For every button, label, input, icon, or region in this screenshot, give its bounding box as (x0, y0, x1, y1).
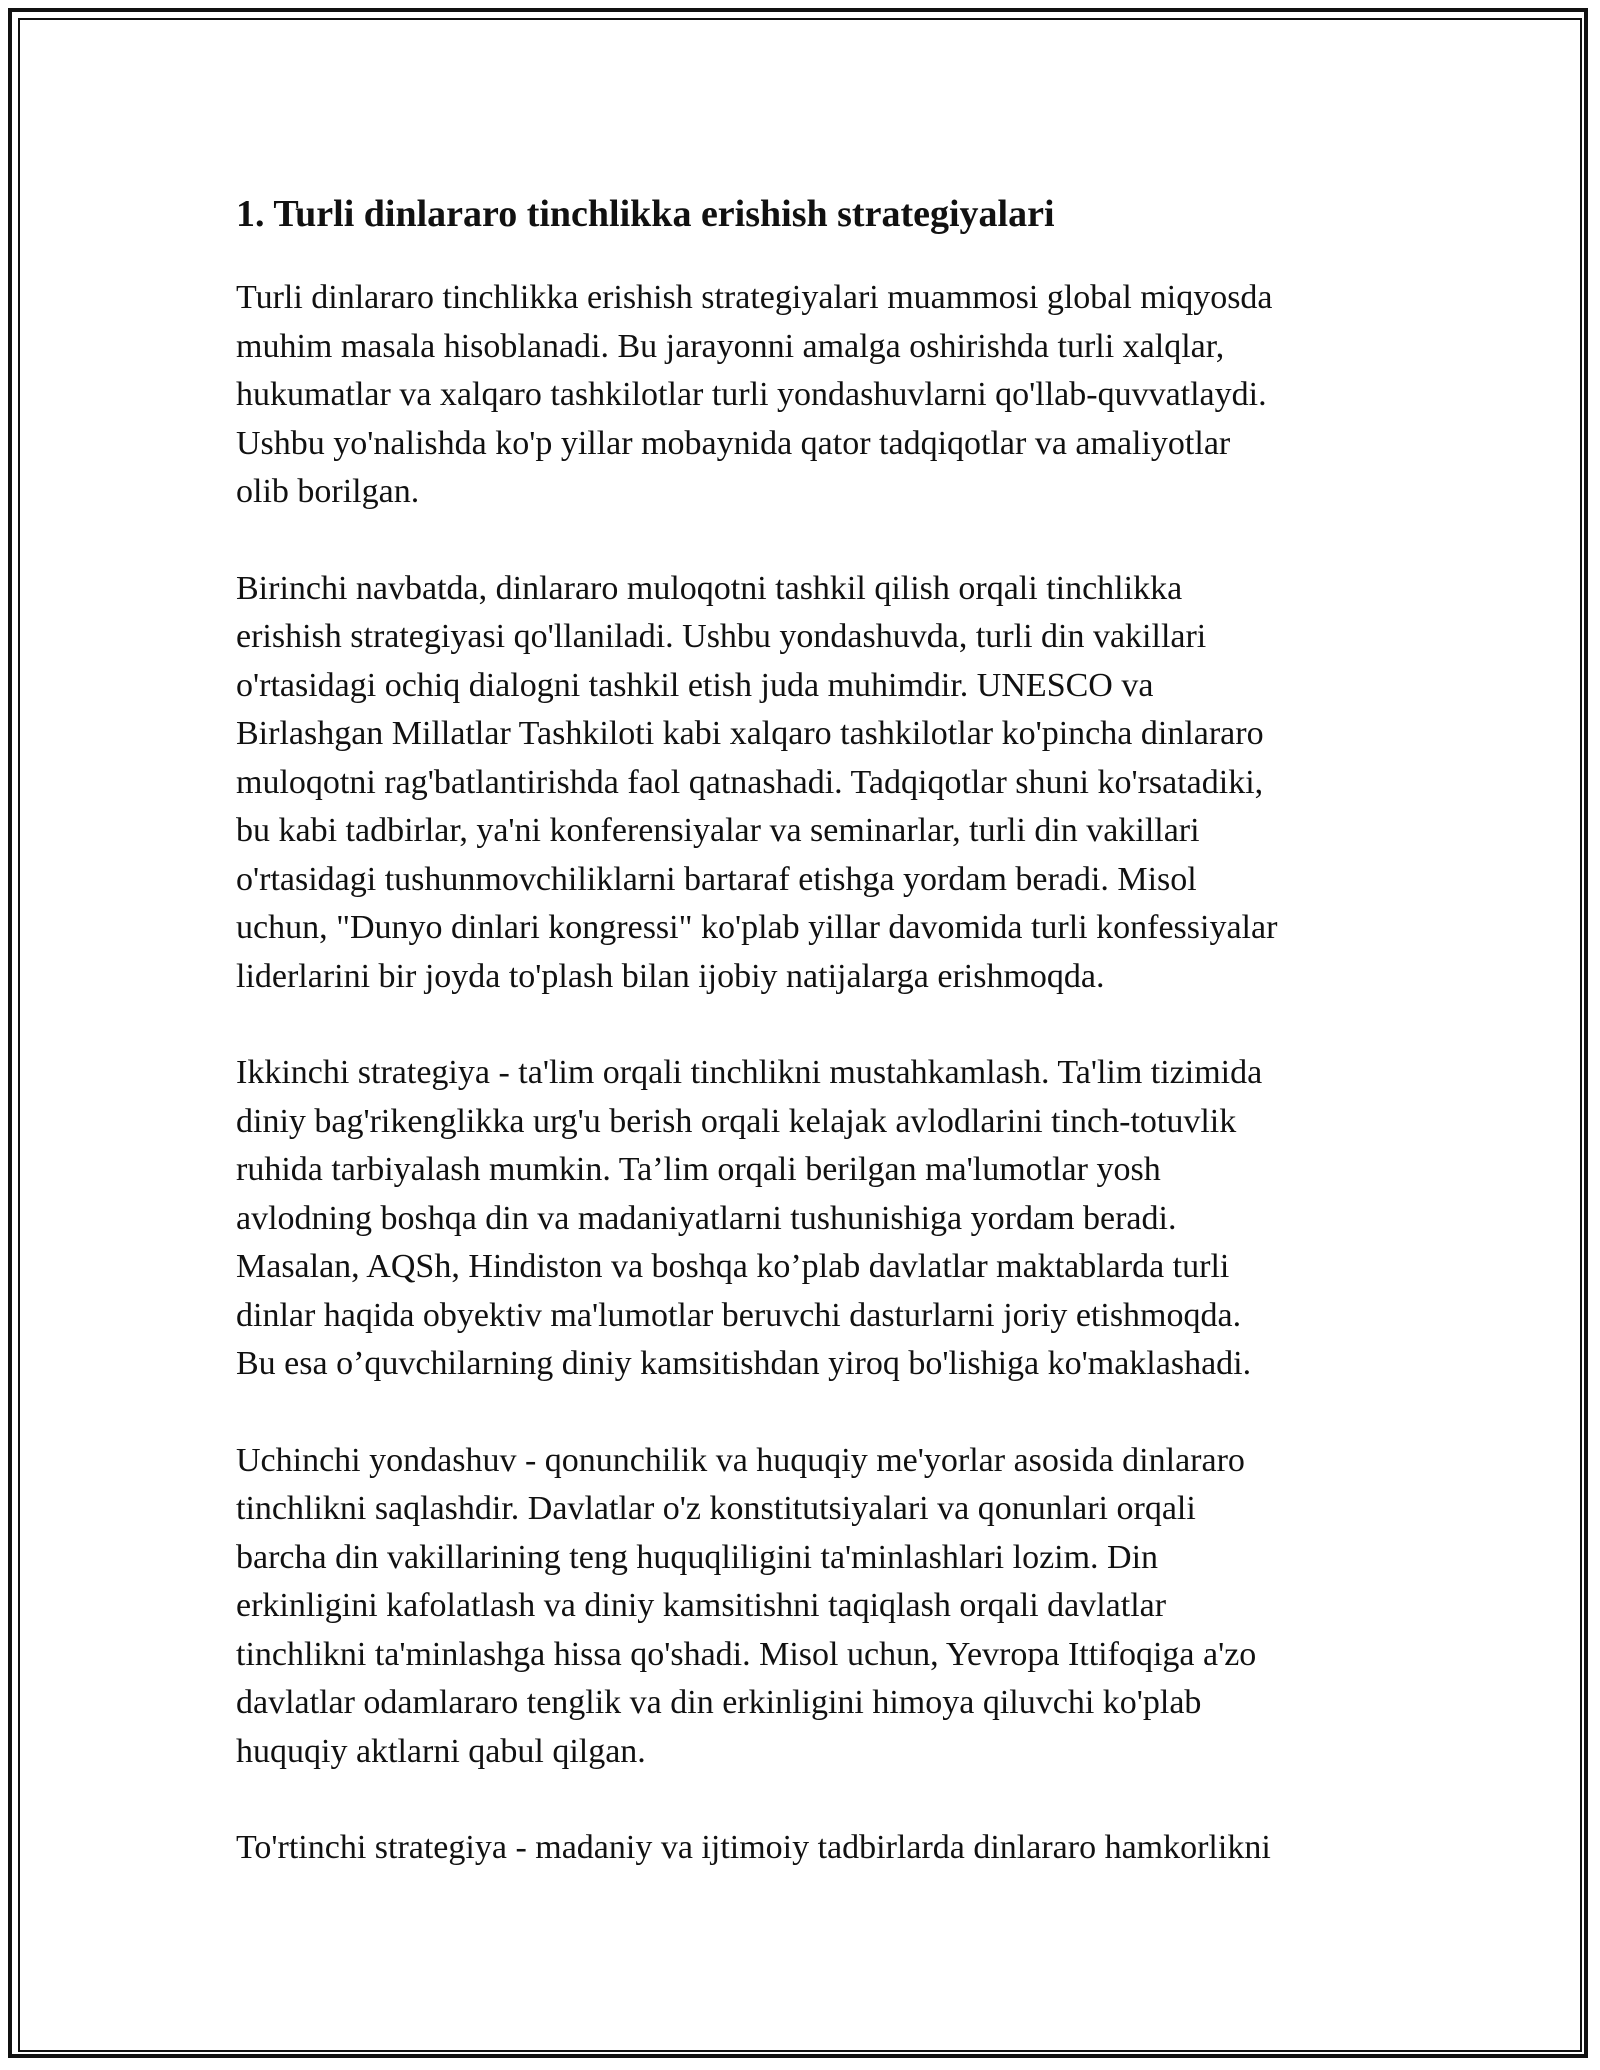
text-line: Masalan, AQSh, Hindiston va boshqa ko’plab davlatlar maktablarda turli (236, 1248, 1230, 1285)
paragraph-third-approach (236, 1437, 1376, 1777)
paragraph-fourth-strategy (236, 1824, 1376, 1873)
text-line: o'rtasidagi ochiq dialogni tashkil etish juda muhimdir. UNESCO va (236, 666, 1154, 704)
text-line: Turli dinlararo tinchlikka erishish strategiyalari muammosi global miqyosda (236, 279, 1273, 316)
section-heading: 1. Turli dinlararo tinchlikka erishish strategiyalari (236, 193, 1055, 235)
text-line: davlatlar odamlararo tenglik va din erkinligini himoya qiluvchi ko'plab (236, 1684, 1202, 1721)
paragraph-second-strategy (236, 1049, 1376, 1389)
text-line: To'rtinchi strategiya - madaniy va ijtimoiy tadbirlarda dinlararo hamkorlikni (236, 1829, 1271, 1866)
text-line: Bu esa o’quvchilarning diniy kamsitishdan yiroq bo'lishiga ko'maklashadi. (236, 1345, 1252, 1382)
text-line: liderlarini bir joyda to'plash bilan ijobiy natijalarga erishmoqda. (236, 957, 1105, 995)
text-line: muhim masala hisoblanadi. Bu jarayonni amalga oshirishda turli xalqlar, (236, 327, 1225, 365)
document-body (236, 188, 1376, 1921)
text-line: tinchlikni ta'minlashga hissa qo'shadi. Misol uchun, Yevropa Ittifoqiga a'zo (236, 1635, 1257, 1673)
text-line: Uchinchi yondashuv - qonunchilik va huquqiy me'yorlar asosida dinlararo (236, 1441, 1245, 1479)
text-line: uchun, "Dunyo dinlari kongressi" ko'plab yillar davomida turli konfessiyalar (236, 909, 1278, 946)
text-line: olib borilgan. (236, 473, 420, 510)
text-line: diniy bag'rikenglikka urg'u berish orqali kelajak avlodlarini tinch-totuvlik (236, 1102, 1237, 1140)
text-line: erkinligini kafolatlash va diniy kamsitishni taqiqlash orqali davlatlar (236, 1587, 1167, 1624)
text-line: o'rtasidagi tushunmovchiliklarni bartaraf etishga yordam beradi. Misol (236, 860, 1197, 898)
text-line: barcha din vakillarining teng huquqliligini ta'minlashlari lozim. Din (236, 1538, 1159, 1576)
text-line: Birinchi navbatda, dinlararo muloqotni tashkil qilish orqali tinchlikka (236, 569, 1183, 607)
text-line: bu kabi tadbirlar, ya'ni konferensiyalar va seminarlar, turli din vakillari (236, 812, 1200, 849)
paragraph-intro (236, 274, 1376, 517)
text-line: tinchlikni saqlashdir. Davlatlar o'z konstitutsiyalari va qonunlari orqali (236, 1490, 1196, 1527)
text-line: Ikkinchi strategiya - ta'lim orqali tinchlikni mustahkamlash. Ta'lim tizimida (236, 1054, 1263, 1091)
text-line: muloqotni rag'batlantirishda faol qatnashadi. Tadqiqotlar shuni ko'rsatadiki, (236, 763, 1264, 801)
text-line: avlodning boshqa din va madaniyatlarni tushunishiga yordam beradi. (236, 1199, 1177, 1237)
text-line: Ushbu yo'nalishda ko'p yillar mobaynida qator tadqiqotlar va amaliyotlar (236, 424, 1231, 462)
text-line: erishish strategiyasi qo'llaniladi. Ushbu yondashuvda, turli din vakillari (236, 618, 1207, 655)
text-line: Birlashgan Millatlar Tashkiloti kabi xalqaro tashkilotlar ko'pincha dinlararo (236, 715, 1264, 752)
paragraph-first-strategy (236, 565, 1376, 1002)
text-line: ruhida tarbiyalash mumkin. Ta’lim orqali berilgan ma'lumotlar yosh (236, 1151, 1161, 1188)
text-line: huquqiy aktlarni qabul qilgan. (236, 1732, 646, 1770)
text-line: dinlar haqida obyektiv ma'lumotlar beruvchi dasturlarni joriy etishmoqda. (236, 1296, 1242, 1334)
text-line: hukumatlar va xalqaro tashkilotlar turli yondashuvlarni qo'llab-quvvatlaydi. (236, 376, 1267, 413)
